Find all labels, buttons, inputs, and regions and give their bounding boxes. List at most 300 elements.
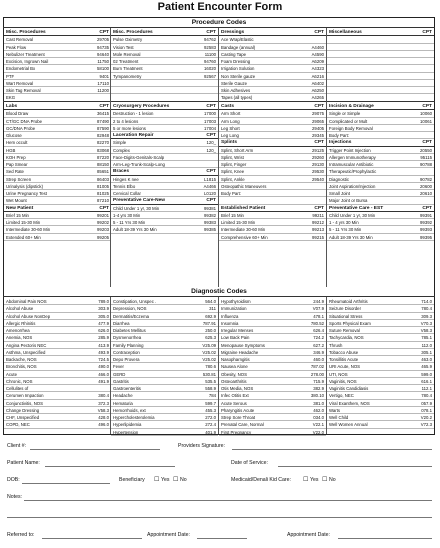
code-value: V20.2 — [420, 415, 432, 420]
code-row[interactable] — [219, 414, 326, 421]
code-value: 724.5 — [98, 357, 109, 362]
code-row[interactable] — [219, 219, 326, 226]
code-label: 5 - 11 Yrs 30 Min — [113, 220, 146, 225]
code-row[interactable] — [4, 356, 111, 363]
notes-field[interactable] — [24, 500, 432, 501]
code-row[interactable] — [4, 298, 111, 305]
code-row[interactable] — [4, 363, 111, 370]
code-label: Hypothyroidism — [221, 299, 251, 304]
code-row[interactable] — [219, 110, 326, 117]
code-row[interactable] — [219, 400, 326, 407]
code-row[interactable] — [4, 234, 111, 241]
code-value: V58.3 — [420, 328, 432, 333]
code-row[interactable] — [327, 378, 434, 385]
code-row[interactable] — [219, 342, 326, 349]
code-value: 724.2 — [313, 335, 324, 341]
code-label: Tympanometry — [113, 73, 142, 79]
code-row[interactable] — [4, 342, 111, 349]
notes-field-line-2[interactable] — [7, 517, 432, 518]
code-row[interactable] — [4, 197, 111, 204]
code-row[interactable] — [111, 118, 218, 125]
code-row[interactable] — [4, 305, 111, 312]
code-row[interactable] — [4, 139, 111, 146]
code-row[interactable] — [219, 51, 326, 58]
code-row[interactable] — [219, 58, 326, 65]
code-row[interactable] — [219, 429, 326, 436]
code-row[interactable] — [111, 407, 218, 414]
code-row[interactable] — [327, 176, 434, 183]
code-row[interactable] — [327, 73, 434, 80]
code-value: 380.4 — [98, 393, 109, 399]
code-label: Cervical Collar — [113, 191, 141, 196]
code-row[interactable] — [4, 313, 111, 320]
code-label: Glucose — [6, 133, 22, 138]
code-row[interactable] — [327, 168, 434, 175]
code-row[interactable] — [327, 118, 434, 125]
code-row[interactable] — [327, 414, 434, 421]
providers-signature-label: Providers Signature: — [178, 443, 225, 449]
code-value: 428.0 — [98, 415, 109, 420]
divider — [3, 27, 435, 28]
appointment-date-2-label: Appointment Date: — [287, 532, 330, 538]
code-row[interactable] — [111, 378, 218, 385]
code-row[interactable] — [327, 58, 434, 65]
code-row[interactable] — [4, 36, 111, 43]
code-row[interactable] — [111, 320, 218, 327]
code-value: 535.5 — [205, 378, 216, 384]
code-label: Limited 15-30 Min — [6, 220, 41, 225]
code-row[interactable] — [111, 110, 218, 117]
code-label: Splint, Wrist — [221, 154, 244, 160]
code-row[interactable] — [4, 414, 111, 421]
procedure-codes-heading: Procedure Codes — [191, 19, 247, 26]
code-value: V07.9 — [312, 306, 324, 312]
cpt-column-header: CPT — [206, 104, 216, 109]
code-value: 94735 — [97, 44, 109, 50]
code-row[interactable] — [4, 400, 111, 407]
beneficiary-no-checkbox[interactable]: ☐ — [173, 477, 179, 483]
code-row[interactable] — [4, 349, 111, 356]
code-row[interactable] — [219, 147, 326, 154]
code-row[interactable] — [219, 190, 326, 197]
code-value: 11750 — [97, 59, 109, 64]
code-row[interactable] — [4, 125, 111, 132]
code-row[interactable] — [219, 80, 326, 87]
code-label: Pap Smear — [6, 162, 28, 167]
code-row[interactable] — [4, 147, 111, 154]
code-row[interactable] — [219, 407, 326, 414]
code-label: Immunization — [221, 306, 247, 312]
code-row[interactable] — [4, 226, 111, 233]
code-label: Hypercholesterolemia — [113, 415, 155, 420]
code-row[interactable] — [4, 80, 111, 87]
diagnostic-column-2 — [111, 298, 218, 436]
code-row[interactable] — [219, 65, 326, 72]
code-row[interactable] — [111, 298, 218, 305]
code-row[interactable] — [4, 87, 111, 94]
code-row[interactable] — [219, 363, 326, 370]
code-row[interactable] — [4, 168, 111, 175]
code-row[interactable] — [111, 421, 218, 428]
code-value: 490.0 — [98, 364, 109, 370]
code-row[interactable] — [4, 51, 111, 58]
date-of-service-field[interactable] — [278, 466, 432, 467]
code-row[interactable] — [111, 363, 218, 370]
code-row[interactable] — [4, 44, 111, 51]
code-value: 401.9 — [205, 429, 216, 435]
code-row[interactable] — [219, 36, 326, 43]
code-row[interactable] — [111, 356, 218, 363]
code-value: A4323 — [311, 66, 324, 72]
code-row[interactable] — [4, 132, 111, 139]
code-row[interactable] — [327, 36, 434, 43]
code-row[interactable] — [4, 327, 111, 334]
code-label: Body Part: — [221, 191, 242, 196]
code-row[interactable] — [327, 385, 434, 392]
code-value: 120_ — [206, 147, 216, 153]
code-row[interactable] — [111, 392, 218, 399]
code-row[interactable] — [327, 161, 434, 168]
code-row[interactable] — [4, 183, 111, 190]
providers-signature-field[interactable] — [232, 449, 432, 450]
code-row[interactable] — [219, 197, 326, 204]
code-row[interactable] — [327, 212, 434, 219]
code-row[interactable] — [327, 407, 434, 414]
code-row[interactable] — [327, 219, 434, 226]
code-label: Insomnia — [221, 320, 239, 326]
code-row[interactable] — [4, 212, 111, 219]
code-label: Allergen Immunotherapy — [329, 154, 376, 160]
code-value: 692.9 — [205, 313, 216, 319]
code-row[interactable] — [111, 51, 218, 58]
code-value: V72.3 — [420, 422, 432, 428]
patient-name-label: Patient Name: — [7, 460, 40, 466]
code-label: Wart Removal — [6, 80, 34, 86]
code-row[interactable] — [111, 44, 218, 51]
code-value: 29540 — [312, 176, 324, 182]
code-row[interactable] — [111, 414, 218, 421]
code-row[interactable] — [327, 110, 434, 117]
code-row[interactable] — [111, 349, 218, 356]
code-row[interactable] — [219, 327, 326, 334]
code-label: Infec Otitis Ext — [221, 393, 249, 399]
code-row[interactable] — [219, 226, 326, 233]
code-label: Tachycardia, NOS — [329, 335, 364, 341]
code-row[interactable] — [327, 234, 434, 241]
code-value: 303.9 — [98, 306, 109, 312]
code-row[interactable] — [4, 392, 111, 399]
code-label: Otis Media, NOS — [221, 386, 254, 391]
code-row[interactable] — [327, 132, 434, 139]
column-divider — [218, 297, 219, 434]
medicaid-no-checkbox[interactable]: ☐ — [322, 477, 328, 483]
referred-to-field[interactable] — [42, 538, 142, 539]
code-row[interactable] — [327, 363, 434, 370]
code-row[interactable] — [219, 298, 326, 305]
code-row[interactable] — [4, 154, 111, 161]
code-row[interactable] — [327, 44, 434, 51]
code-label: Irrigation Solution — [221, 66, 255, 72]
code-row[interactable] — [327, 421, 434, 428]
section-header-row — [327, 103, 434, 110]
code-row[interactable] — [111, 212, 218, 219]
code-row[interactable] — [4, 219, 111, 226]
appointment-date-field[interactable] — [197, 538, 247, 539]
code-row[interactable] — [219, 313, 326, 320]
code-row[interactable] — [219, 378, 326, 385]
code-row[interactable] — [111, 342, 218, 349]
section-header-label: Braces — [113, 169, 130, 175]
code-row[interactable] — [111, 219, 218, 226]
code-row[interactable] — [111, 327, 218, 334]
code-row[interactable] — [4, 407, 111, 414]
code-row[interactable] — [111, 80, 218, 87]
code-label: Destruction - 1 lesion — [113, 111, 154, 117]
client-number-label: Client #: — [7, 443, 27, 449]
section-header-row — [4, 103, 111, 110]
code-row[interactable] — [111, 313, 218, 320]
code-row[interactable] — [4, 58, 111, 65]
beneficiary-no-label: No — [180, 477, 187, 483]
code-row[interactable] — [111, 305, 218, 312]
code-row[interactable] — [327, 65, 434, 72]
code-row[interactable] — [327, 226, 434, 233]
code-value: V70.3 — [420, 320, 432, 326]
medicaid-yes-checkbox[interactable]: ☐ — [303, 477, 309, 483]
code-row[interactable] — [219, 334, 326, 341]
code-row[interactable] — [219, 183, 326, 190]
code-row[interactable] — [111, 183, 218, 190]
code-row[interactable] — [327, 356, 434, 363]
code-row[interactable] — [327, 51, 434, 58]
code-row[interactable] — [111, 36, 218, 43]
code-label: Comprehensive 60+ Min — [221, 234, 268, 240]
code-row[interactable] — [219, 371, 326, 378]
code-row[interactable] — [219, 73, 326, 80]
code-row[interactable] — [111, 65, 218, 72]
code-label: Angina Pectoris NEC — [6, 342, 47, 348]
code-row[interactable] — [327, 197, 434, 204]
code-value: 99382 — [204, 212, 216, 218]
code-row[interactable] — [111, 190, 218, 197]
code-row[interactable] — [327, 349, 434, 356]
dob-field[interactable] — [22, 483, 110, 484]
code-label: Gastritis — [113, 378, 129, 384]
code-value: L0120 — [204, 191, 216, 196]
code-label: EKG — [6, 95, 16, 101]
cpt-column-header: CPT — [422, 205, 432, 211]
code-row[interactable] — [327, 298, 434, 305]
code-label: Acute — [6, 371, 17, 377]
code-value: V58.3 — [97, 407, 109, 413]
code-value: 462.0 — [313, 407, 324, 413]
client-number-field[interactable] — [30, 449, 160, 450]
code-label: Abdominal Pain NOS — [6, 299, 47, 304]
code-row[interactable] — [4, 73, 111, 80]
code-row[interactable] — [111, 334, 218, 341]
code-row[interactable] — [4, 65, 111, 72]
code-value: 90788 — [420, 162, 432, 167]
procedure-block-4 — [327, 29, 434, 102]
code-row[interactable] — [111, 429, 218, 436]
code-row[interactable] — [219, 44, 326, 51]
code-row[interactable] — [327, 327, 434, 334]
code-value: 455.3 — [205, 407, 216, 413]
code-value: 99203 — [97, 227, 109, 233]
code-row[interactable] — [111, 385, 218, 392]
code-row[interactable] — [327, 392, 434, 399]
code-row[interactable] — [219, 132, 326, 139]
code-row[interactable] — [111, 139, 218, 146]
section-header-label: Injections — [329, 140, 352, 146]
code-row[interactable] — [4, 190, 111, 197]
code-value: 82948 — [97, 133, 109, 138]
code-row[interactable] — [4, 320, 111, 327]
code-label: Well Women Annual — [329, 422, 368, 428]
code-value: 87210 — [97, 198, 109, 204]
code-row[interactable] — [219, 161, 326, 168]
code-row[interactable] — [111, 58, 218, 65]
section-header-label: Misc. Procedures — [113, 30, 153, 35]
code-label: Obesity, NOS — [221, 371, 247, 377]
code-row[interactable] — [4, 378, 111, 385]
code-label: Thrush — [329, 342, 343, 348]
code-row[interactable] — [111, 371, 218, 378]
code-row[interactable] — [327, 313, 434, 320]
code-row[interactable] — [219, 356, 326, 363]
code-row[interactable] — [327, 400, 434, 407]
code-row[interactable] — [327, 334, 434, 341]
code-row[interactable] — [111, 226, 218, 233]
referred-to-label: Referred to: — [7, 532, 35, 538]
code-label: Intramuscular Antibiotic — [329, 162, 374, 167]
code-label: Casting Tape — [221, 51, 247, 57]
code-value: 780.52 — [310, 320, 324, 326]
code-label: Mole Removal — [113, 51, 141, 57]
cpt-column-header: CPT — [314, 30, 324, 35]
code-value: 309.3 — [421, 313, 432, 319]
code-value: 715.9 — [313, 378, 324, 384]
code-value: 58100 — [97, 66, 109, 72]
code-label: Skin Tag Removal — [6, 88, 41, 93]
code-row[interactable] — [327, 342, 434, 349]
code-row[interactable] — [4, 161, 111, 168]
code-label: Alcohol Abuse NonDep — [6, 313, 51, 319]
code-value: A6209 — [311, 59, 324, 64]
code-row[interactable] — [219, 118, 326, 125]
section-header-row — [219, 205, 326, 212]
code-row[interactable] — [219, 305, 326, 312]
section-header-row — [219, 103, 326, 110]
code-value: 626.0 — [98, 328, 109, 333]
code-value: 599.0 — [421, 371, 432, 377]
procedure-block-7 — [219, 103, 326, 241]
code-row[interactable] — [219, 176, 326, 183]
code-label: Nebulizer Treatment — [6, 51, 45, 57]
code-row[interactable] — [219, 168, 326, 175]
code-label: KOH Prep — [6, 154, 26, 160]
code-row[interactable] — [219, 349, 326, 356]
column-divider — [326, 297, 327, 434]
code-value: 714.0 — [421, 299, 432, 304]
patient-name-field[interactable] — [45, 466, 175, 467]
code-value: 29125 — [312, 147, 324, 153]
code-label: Arm Long — [221, 118, 240, 124]
code-row[interactable] — [219, 87, 326, 94]
code-row[interactable] — [327, 190, 434, 197]
code-label: Leg Long — [221, 133, 239, 138]
code-row[interactable] — [111, 125, 218, 132]
code-value: A6402 — [311, 80, 324, 86]
code-value: 99383 — [204, 220, 216, 225]
code-row[interactable] — [327, 80, 434, 87]
code-row[interactable] — [4, 334, 111, 341]
code-value: 785.1 — [421, 335, 432, 341]
code-value: 99212 — [312, 220, 324, 225]
code-row[interactable] — [111, 147, 218, 154]
code-label: Allergic Rhinitis — [6, 320, 36, 326]
section-header-label: Dressings — [221, 30, 245, 35]
code-row[interactable] — [4, 385, 111, 392]
code-row[interactable] — [4, 110, 111, 117]
code-row[interactable] — [219, 320, 326, 327]
beneficiary-yes-checkbox[interactable]: ☐ — [154, 477, 160, 483]
code-row[interactable] — [111, 205, 218, 212]
code-row[interactable] — [111, 161, 218, 168]
code-row[interactable] — [111, 73, 218, 80]
dob-label: DOB: — [7, 477, 20, 483]
code-row[interactable] — [111, 154, 218, 161]
code-row[interactable] — [327, 154, 434, 161]
code-row[interactable] — [327, 371, 434, 378]
code-row[interactable] — [327, 183, 434, 190]
code-row[interactable] — [327, 305, 434, 312]
code-row[interactable] — [4, 176, 111, 183]
code-value: 11100 — [204, 51, 216, 57]
code-label: Limited 15-30 Min — [221, 220, 256, 225]
code-value: A6216 — [311, 73, 324, 79]
code-row[interactable] — [4, 421, 111, 428]
code-row[interactable] — [219, 234, 326, 241]
code-value: 382.9 — [313, 386, 324, 391]
code-label: Intermediate 30-60 Min — [221, 227, 266, 233]
code-label: Foreign Body Removal — [329, 125, 373, 131]
code-row[interactable] — [219, 125, 326, 132]
code-row[interactable] — [4, 371, 111, 378]
code-row[interactable] — [219, 385, 326, 392]
code-row[interactable] — [111, 87, 218, 94]
code-label: Suture Removal — [329, 328, 360, 333]
code-row[interactable] — [327, 320, 434, 327]
appointment-date-2-field[interactable] — [338, 538, 432, 539]
code-row[interactable] — [4, 118, 111, 125]
code-row[interactable] — [327, 87, 434, 94]
code-value: 381.0 — [313, 400, 324, 406]
code-row[interactable] — [219, 421, 326, 428]
code-label: Irregular Menses — [221, 328, 254, 333]
code-row[interactable] — [111, 176, 218, 183]
procedure-block-3 — [219, 29, 326, 102]
code-row[interactable] — [327, 147, 434, 154]
code-row[interactable] — [219, 392, 326, 399]
code-row[interactable] — [219, 154, 326, 161]
code-label: COPD, NEC — [6, 422, 30, 428]
code-row[interactable] — [111, 400, 218, 407]
code-value: L1815 — [204, 176, 216, 182]
code-value: 99215 — [312, 234, 324, 240]
code-row[interactable] — [327, 125, 434, 132]
code-row[interactable] — [219, 212, 326, 219]
